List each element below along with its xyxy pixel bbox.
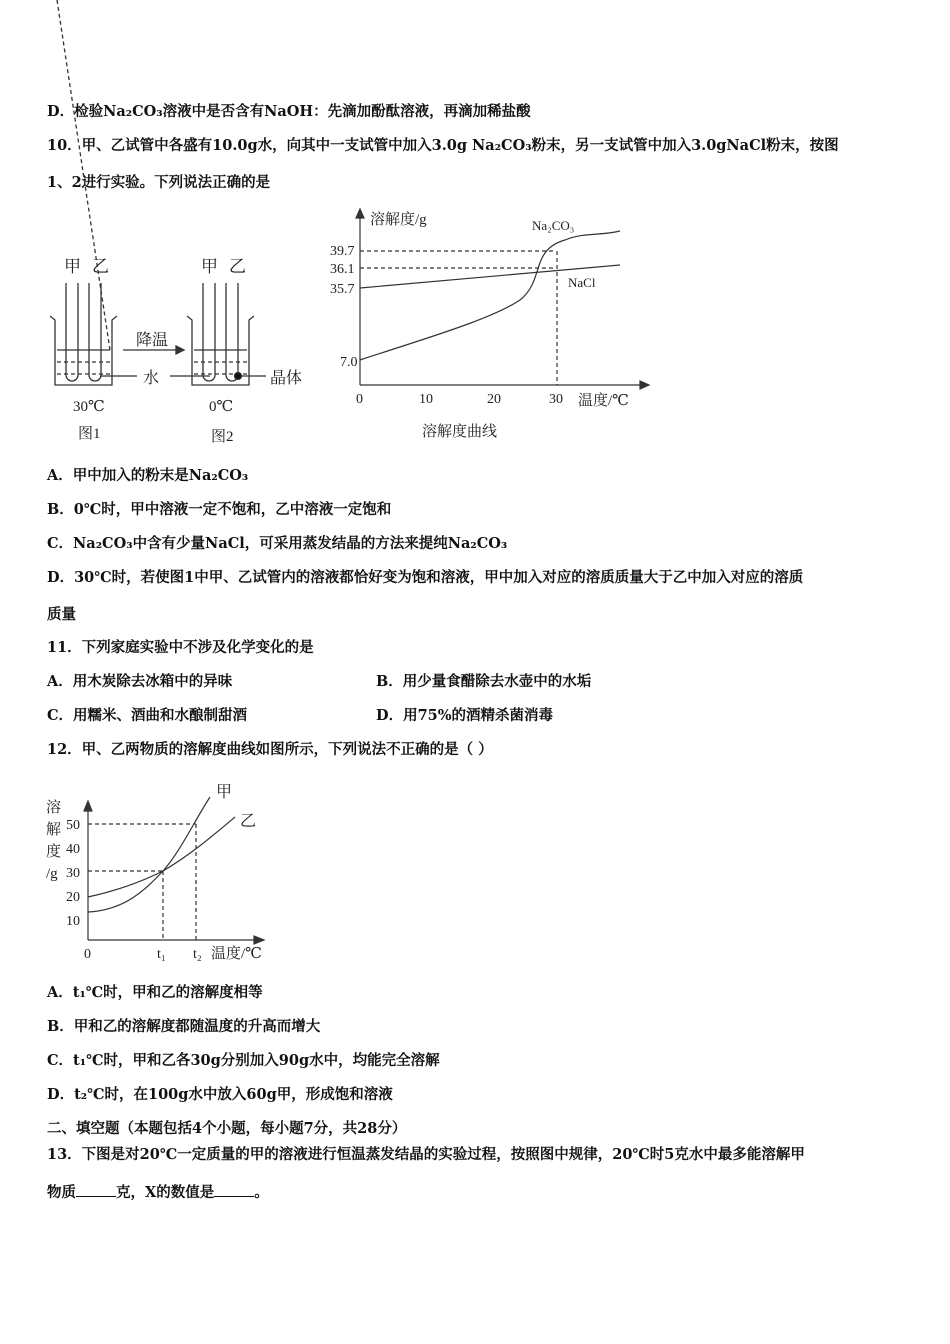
chart1-ylabel: 溶解度/g [370,212,427,228]
ylabel-char: 解 [46,822,62,838]
q11-option-b: B．用少量食醋除去水壶中的水垢 [376,673,592,690]
q12-option-d: D．t₂℃时，在100g水中放入60g甲，形成饱和溶液 [47,1086,393,1103]
tube-a-label-1: 甲 [64,257,81,276]
yi-label: 乙 [240,813,257,830]
solubility-chart-2 [84,797,264,944]
q10-option-c: C．Na₂CO₃中含有少量NaCl，可采用蒸发结晶的方法来提纯Na₂CO₃ [47,535,508,552]
q11-option-a: A．用木炭除去冰箱中的异味 [47,673,233,690]
chart1-xlabel: 温度/℃ [578,393,629,409]
jia-label: 甲 [216,784,233,801]
chart2-xtick: t₁ [157,947,166,962]
q12-option-a: A．t₁℃时，甲和乙的溶解度相等 [47,984,263,1001]
chart1-ytick: 39.7 [330,244,355,259]
chart2-ylabel [46,799,61,882]
chart1-xtick: 10 [419,392,433,407]
chart2-xtick: t₂ [193,947,202,962]
q13-text: 。 [254,1184,269,1201]
jia-curve [88,797,210,912]
q12-option-b: B．甲和乙的溶解度都随温度的升高而增大 [47,1018,321,1035]
chart1-xtick: 30 [549,392,563,407]
temp1-label: 30℃ [73,399,105,415]
ylabel-char: 度 [46,844,62,860]
chart1-ytick: 36.1 [330,262,355,277]
answer-blank-2[interactable] [214,1182,254,1197]
chart1-title: 溶解度曲线 [422,424,498,440]
q11-stem: 11．下列家庭实验中不涉及化学变化的是 [47,639,314,656]
chart1-xtick: 0 [356,392,363,407]
tube-a-label-2: 甲 [201,257,218,276]
q10-stem-line2: 1、2进行实验。下列说法正确的是 [47,174,271,191]
yi-curve [88,817,235,897]
ylabel-char: /g [46,866,58,882]
chart2-ytick: 50 [66,818,80,833]
chart1-ytick: 7.0 [340,355,358,370]
na2co3-curve [360,231,620,360]
answer-blank-1[interactable] [76,1182,116,1197]
q13-stem-line1: 13．下图是对20℃一定质量的甲的溶液进行恒温蒸发结晶的实验过程，按照图中规律，20℃时5克水中最多能溶解甲 [47,1146,805,1163]
q10-option-a: A．甲中加入的粉末是Na₂CO₃ [47,467,249,484]
q11-option-d: D．用75%的酒精杀菌消毒 [376,707,554,724]
q13-text: 物质 [47,1184,76,1201]
tube-b-label-1: 乙 [92,257,109,276]
q12-option-c: C．t₁℃时，甲和乙各30g分别加入90g水中，均能完全溶解 [47,1052,440,1069]
temp2-label: 0℃ [209,399,234,415]
chart2-ytick: 40 [66,842,80,857]
chart2-ytick: 30 [66,866,80,881]
q10-stem-line1: 10．甲、乙试管中各盛有10.0g水，向其中一支试管中加入3.0g Na₂CO₃粉末，另一支试管中加入3.0gNaCl粉末，按图 [47,137,839,154]
chart2-xtick: 0 [84,947,91,962]
q12-stem: 12．甲、乙两物质的溶解度曲线如图所示，下列说法不正确的是（ ） [47,741,493,758]
q10-option-d-line1: D．30℃时，若使图1中甲、乙试管内的溶液都恰好变为饱和溶液，甲中加入对应的溶质质量大于乙中加入对应的溶质 [47,569,804,586]
q9-option-d: D．检验Na₂CO₃溶液中是否含有NaOH：先滴加酚酞溶液，再滴加稀盐酸 [47,103,531,120]
q13-stem-line2 [47,1182,269,1203]
chart1-xtick: 20 [487,392,501,407]
section-2-heading: 二、填空题（本题包括4个小题，每小题7分，共28分） [47,1120,407,1137]
q10-option-b: B．0℃时，甲中溶液一定不饱和，乙中溶液一定饱和 [47,501,392,518]
na2co3-label: Na₂CO₃ [532,218,575,233]
chart2-ytick: 10 [66,914,80,929]
chart1-ytick: 35.7 [330,282,355,297]
q13-text: 克，X的数值是 [116,1184,215,1201]
water-label: 水 [143,370,160,387]
chart2-ytick: 20 [66,890,80,905]
nacl-label: NaCl [568,275,596,290]
solubility-chart-1 [356,209,649,389]
beaker-figure [50,0,266,385]
q11-option-c: C．用糯米、酒曲和水酿制甜酒 [47,707,248,724]
ylabel-char: 溶 [46,800,62,816]
q10-option-d-line2: 质量 [47,606,76,623]
fig1-caption: 图1 [78,426,101,442]
fig2-caption: 图2 [211,429,234,445]
tube-b-label-2: 乙 [229,257,246,276]
chart2-xlabel: 温度/℃ [211,946,262,962]
crystal-label: 晶体 [270,370,303,387]
cooling-label: 降温 [136,332,169,349]
